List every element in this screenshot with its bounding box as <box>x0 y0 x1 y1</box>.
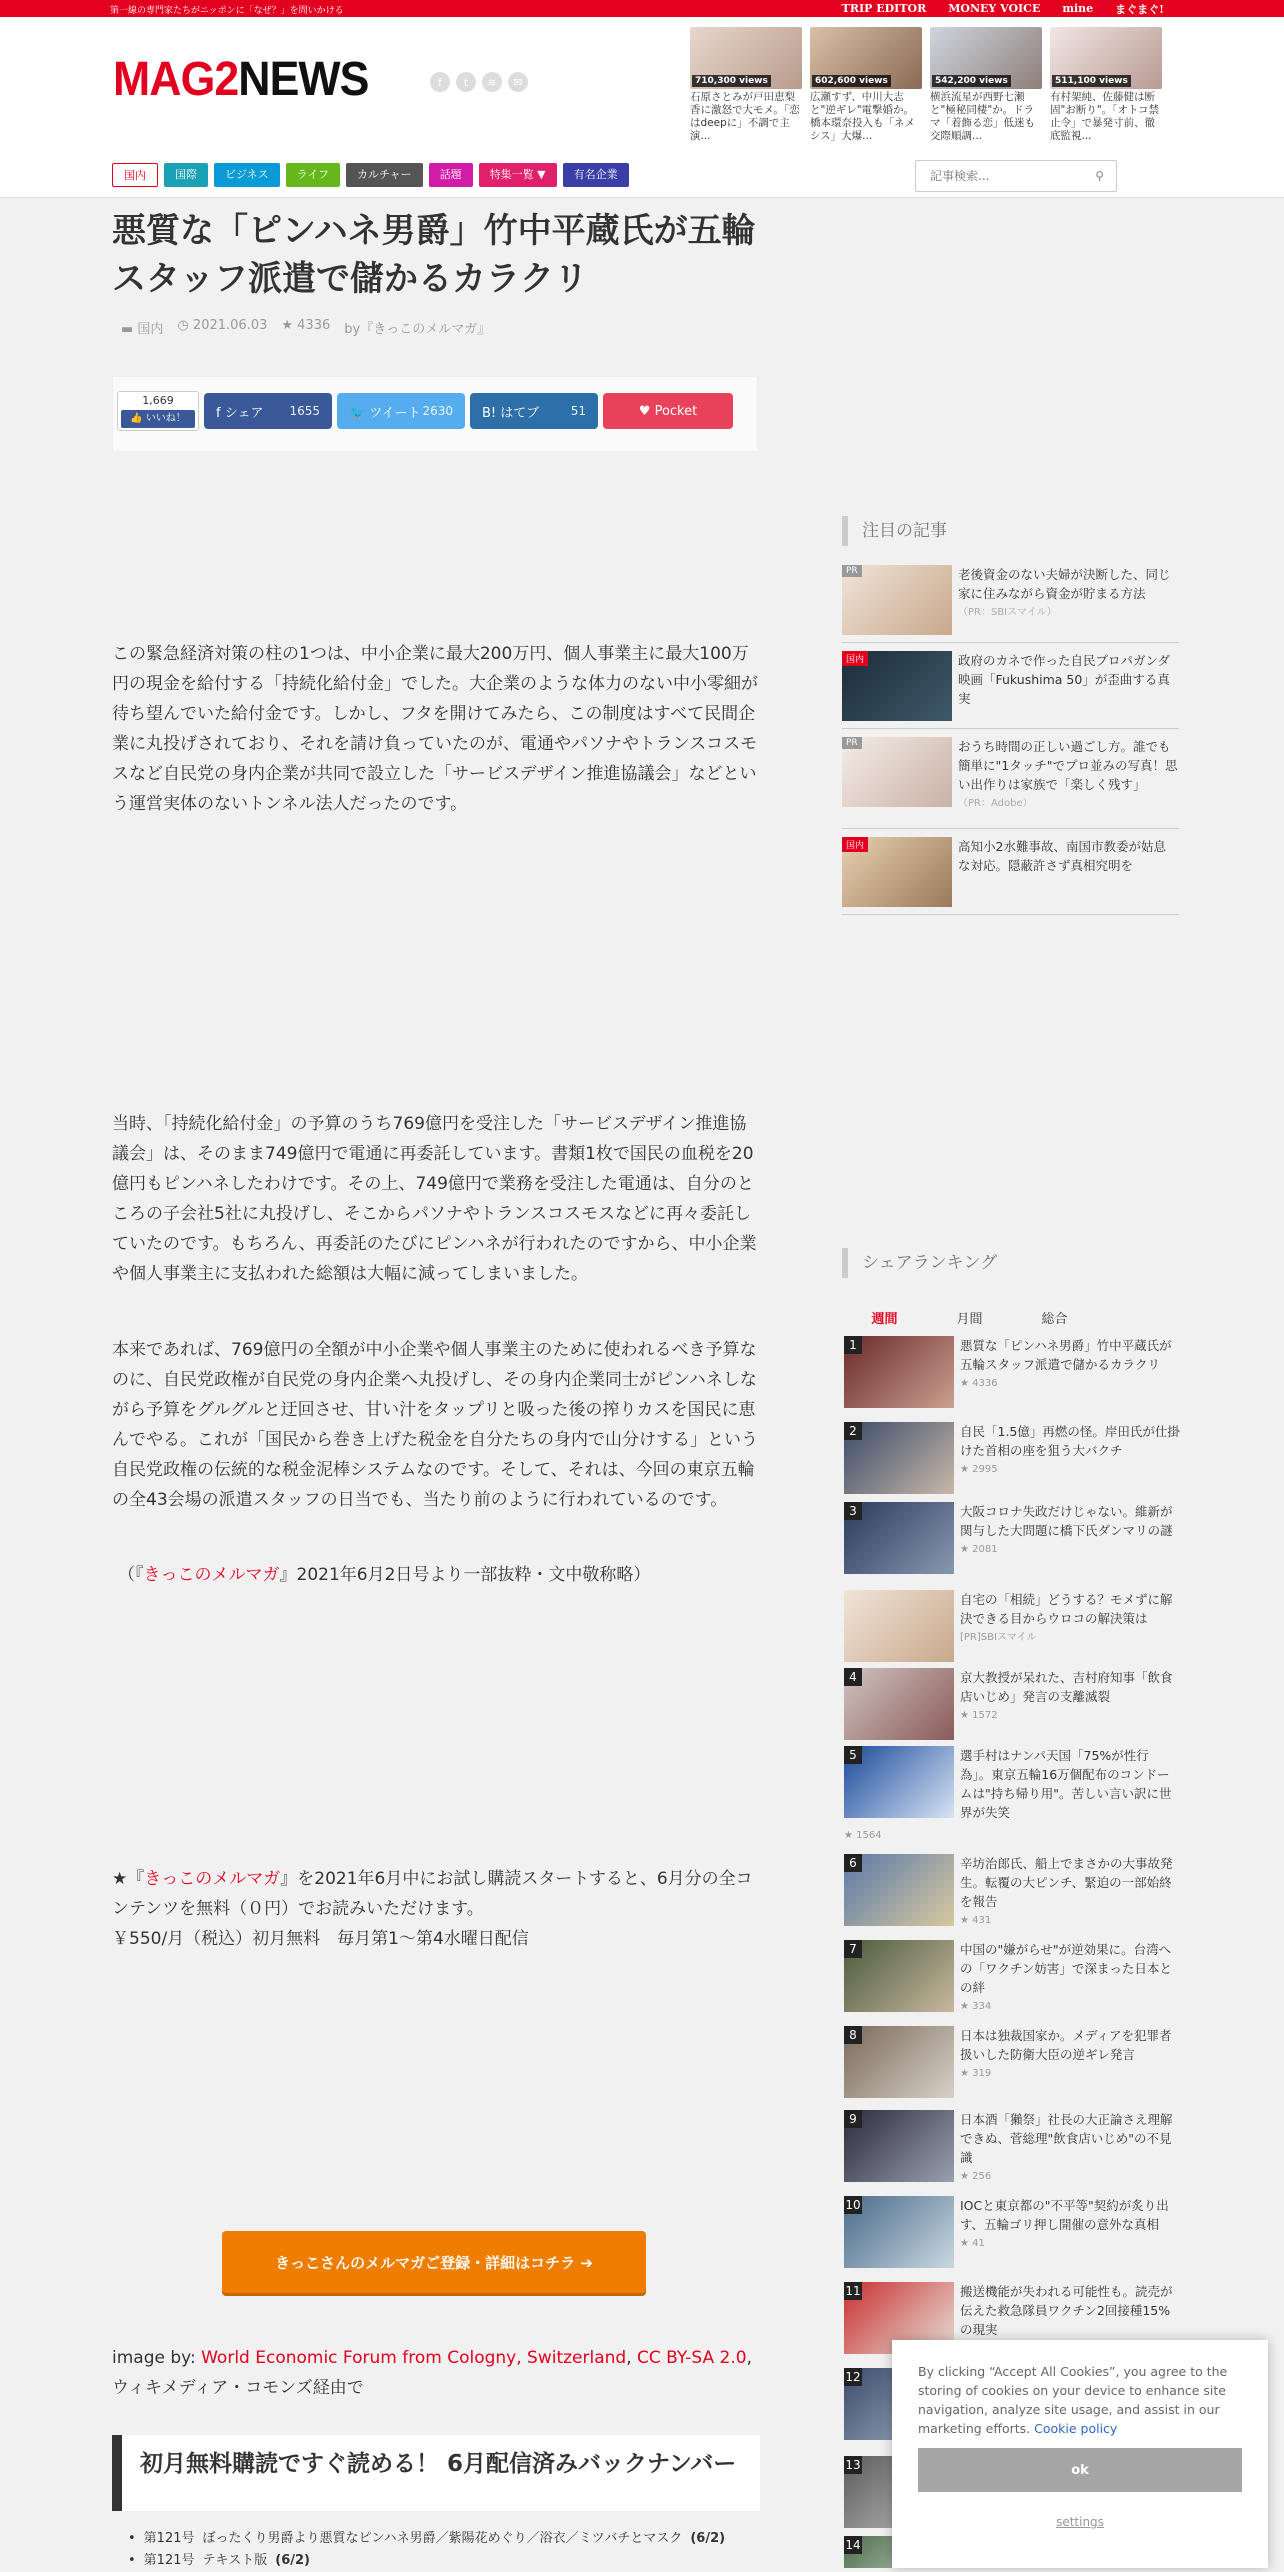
ranking-item[interactable]: 4 京大教授が呆れた、吉村府知事「飲食店いじめ」発言の支離滅裂 ★ 1572 <box>842 1668 1179 1753</box>
trending-strip <box>690 27 1162 142</box>
trending-thumbnail: 710,300 views <box>690 27 802 89</box>
ranking-item[interactable]: 1 悪質な「ピンハネ男爵」竹中平蔵氏が五輪スタッフ派遣で儲かるカラクリ ★ 4336 <box>842 1336 1179 1421</box>
article-paragraph: 本来であれば、769億円の全額が中小企業や個人事業主のために使われるべき予算なのに、自民党政権が自民党の身内企業へ丸投げし、その身内企業同士がピンハネしながら予算をグルグルと迂回させ、甘い汁をタップリと吸った後の搾りカスを国民に恵んでやる。これが「国民から巻き上げた税金を自分たちの身内で山分けする」という自民党政権の伝統的な税金泥棒システムなのです。そして、それは、今回の東京五輪の全43会場の派遣スタッフの日当でも、当たり前のように行われているのです。 <box>112 1340 758 1510</box>
like-button[interactable]: 👍 いいね！ <box>121 410 195 428</box>
mailmag-link[interactable]: きっこのメルマガ <box>144 1869 281 1889</box>
trending-item[interactable]: 710,300 views 石原さとみが戸田恵梨香に激怒で大モメ。「恋はdeepに」不調で主演... <box>690 27 802 131</box>
backnumber-heading: 初月無料購読ですぐ読める！ 6月配信済みバックナンバー <box>112 2435 760 2511</box>
tab-monthly[interactable]: 月間 <box>956 1312 983 1327</box>
nav-item-features[interactable]: 特集一覧 ▼ <box>479 163 557 187</box>
price-text: ￥550/月（税込）初月無料 毎月第1～第4水曜日配信 <box>112 1929 529 1949</box>
tweet-button[interactable]: 🐦 ツイート 2630 <box>337 393 465 429</box>
cookie-banner <box>892 2340 1268 2568</box>
ranking-tabs <box>842 1302 1179 1333</box>
nav-item-companies[interactable]: 有名企業 <box>563 163 629 187</box>
nav-item-culture[interactable]: カルチャー <box>346 163 423 187</box>
featured-item[interactable]: 国内 政府のカネで作った自民プロパガンダ映画「Fukushima 50」が歪曲する真実 <box>842 645 1179 729</box>
partner-link-moneyvoice[interactable]: MONEY VOICE <box>948 2 1041 15</box>
featured-item[interactable]: 国内 高知小2水難事故、南国市教委が姑息な対応。隠蔽許さず真相究明を <box>842 831 1179 915</box>
nav-item-life[interactable]: ライフ <box>286 163 340 187</box>
search-box <box>915 160 1117 192</box>
star-count: ★ 4336 <box>281 318 331 333</box>
trending-item[interactable]: 602,600 views 広瀬すず、中川大志と"逆ギレ"電撃婚か。橋本環奈投入も「ネメシス」大爆... <box>810 27 922 131</box>
tab-overall[interactable]: 総合 <box>1041 1312 1068 1327</box>
partner-links <box>842 0 1164 17</box>
nav-item-domestic[interactable]: 国内 <box>112 163 158 187</box>
mailmag-link[interactable]: きっこのメルマガ <box>143 1565 280 1585</box>
list-item[interactable]: • 第121号 テキスト版 (6/2) <box>128 2553 310 2568</box>
cookie-settings-link[interactable]: settings <box>1056 2515 1104 2529</box>
featured-heading: 注目の記事 <box>842 516 1179 546</box>
ranking-item[interactable]: 10 IOCと東京都の"不平等"契約が炙り出す、五輪ゴリ押し開催の意外な真相 ★ 41 <box>842 2196 1179 2281</box>
trending-item[interactable]: 511,100 views 有村架純、佐藤健は断固"お断り"。「オトコ禁止令」で暴発寸前、徹底監視... <box>1050 27 1162 131</box>
cookie-ok-button[interactable]: ok <box>918 2448 1242 2492</box>
rss-icon[interactable]: ≋ <box>482 72 502 92</box>
search-icon[interactable]: ⚲ <box>1095 169 1104 183</box>
trending-item[interactable]: 542,200 views 横浜流星が西野七瀬と"極秘同棲"か。ドラマ「着飾る恋」低迷も交際順調... <box>930 27 1042 131</box>
pocket-button[interactable]: ♥ Pocket <box>603 393 733 429</box>
ranking-thumbnail <box>844 1590 954 1662</box>
tab-weekly[interactable]: 週間 <box>871 1312 898 1327</box>
facebook-share-button[interactable]: f シェア 1655 <box>204 393 332 429</box>
top-bar <box>0 0 1284 17</box>
partner-link-tripeditor[interactable]: TRIP EDITOR <box>841 2 927 15</box>
ranking-item[interactable]: 12 <box>842 2368 1179 2453</box>
backnumber-list <box>128 2528 725 2572</box>
ranking-item[interactable]: 5 選手村はナンパ天国「75%が性行為」。東京五輪16万個配布のコンドームは"持ち帰り用"。苦しい言い訳に世界が失笑 ★ 1564 <box>844 1748 1172 1841</box>
ranking-item[interactable]: 6 辛坊治郎氏、船上でまさかの大事故発生。転覆の大ピンチ、緊迫の一部始終を報告 ★ 431 <box>842 1854 1179 1939</box>
trending-thumbnail: 602,600 views <box>810 27 922 89</box>
nav-item-business[interactable]: ビジネス <box>214 163 280 187</box>
article-meta <box>121 318 490 337</box>
trending-thumbnail: 542,200 views <box>930 27 1042 89</box>
article-title: 悪質な「ピンハネ男爵」竹中平蔵氏が五輪スタッフ派遣で儲かるカラクリ <box>112 211 756 299</box>
partner-link-mine[interactable]: mine <box>1062 2 1094 15</box>
list-item[interactable]: • 第121号 ぼったくり男爵より悪質なピンハネ男爵／紫陽花めぐり／浴衣／ミツバチとマスク (6/2) <box>128 2531 726 2546</box>
date-label: ◷ 2021.06.03 <box>177 318 268 333</box>
ranking-item[interactable]: 8 日本は独裁国家か。メディアを犯罪者扱いした防衛大臣の逆ギレ発言 ★ 319 <box>842 2026 1179 2111</box>
featured-item[interactable]: PR 老後資金のない夫婦が決断した、同じ家に住みながら資金が貯まる方法 （PR：SBIスマイル） <box>842 559 1179 643</box>
cookie-text: By clicking “Accept All Cookies”, you agree to the storing of cookies on your device to enhance site navigation, analyze site usage, and assist in our marketing efforts. Cookie policy <box>918 2364 1228 2436</box>
ranking-item[interactable]: 3 大阪コロナ失政だけじゃない。維新が関与した大問題に橋下氏ダンマリの謎 ★ 2081 <box>842 1502 1179 1587</box>
license-link[interactable]: CC BY-SA 2.0 <box>637 2348 747 2368</box>
partner-link-mag2[interactable]: まぐまぐ! <box>1115 2 1164 16</box>
article-source: （『きっこのメルマガ』2021年6月2日号より一部抜粋・文中敬称略） <box>118 1565 651 1585</box>
credit-author-link[interactable]: World Economic Forum from Cologny, Switzerland <box>201 2348 627 2368</box>
article-paragraph: この緊急経済対策の柱の1つは、中小企業に最大200万円、個人事業主に最大100万円の現金を給付する「持続化給付金」でした。大企業のような体力のない中小零細が待ち望んでいた給付金です。しかし、フタを開けてみたら、この制度はすべて民間企業に丸投げされており、それを請け負っていたのが、電通やパソナやトランスコスモスなど自民党の身内企業が共同で設立した「サービスデザイン推進協議会」などという運営実体のないトンネル法人だったのです。 <box>112 644 758 814</box>
twitter-icon[interactable]: t <box>456 72 476 92</box>
ranking-item[interactable]: 自宅の「相続」どうする？モメずに解決できる目からウロコの解決策は [PR]SBIスマイル <box>842 1590 1179 1675</box>
search-input[interactable] <box>916 161 1081 191</box>
tagline: 第一線の専門家たちがニッポンに「なぜ？」を問いかける <box>110 6 344 16</box>
category-nav <box>112 163 629 187</box>
nav-item-international[interactable]: 国際 <box>164 163 208 187</box>
ranking-item[interactable]: 13 <box>842 2456 1179 2541</box>
site-logo[interactable]: MAG2NEWS <box>113 53 369 106</box>
facebook-like[interactable] <box>117 391 199 431</box>
ranking-item[interactable]: 9 日本酒「獺祭」社長の大正論さえ理解できぬ、菅総理"飲食店いじめ"の不見識 ★ 256 <box>842 2110 1179 2195</box>
nav-item-topics[interactable]: 話題 <box>429 163 473 187</box>
image-credit: image by: World Economic Forum from Cologny, Switzerland, CC BY-SA 2.0, ウィキメディア・コモンズ経由で <box>112 2348 752 2398</box>
ranking-item[interactable]: 11 搬送機能が失われる可能性も。読売が伝えた救急隊員ワクチン2回接種15%の現実 <box>842 2282 1179 2367</box>
promo-text: ★『きっこのメルマガ』を2021年6月中にお試し購読スタートすると、6月分の全コンテンツを無料（０円）でお読みいただけます。 <box>112 1869 753 1919</box>
category-label[interactable]: ▬ 国内 <box>121 322 164 337</box>
cookie-policy-link[interactable]: Cookie policy <box>1034 2421 1118 2436</box>
facebook-icon[interactable]: f <box>430 72 450 92</box>
ranking-item[interactable]: 2 自民「1.5億」再燃の怪。岸田氏が仕掛けた首相の座を狙う大バクチ ★ 2995 <box>842 1422 1179 1507</box>
hatena-button[interactable]: B! はてブ 51 <box>470 393 598 429</box>
article-paragraph: 当時、「持続化給付金」の予算のうち769億円を受注した「サービスデザイン推進協議会」は、そのまま749億円で電通に再委託しています。書類1枚で国民の血税を20億円もピンハネしたわけです。その上、749億円で業務を受注した電通は、自分のところの子会社5社に丸投げし、そこからパソナやトランスコスモスなどに再々委託していたのです。もちろん、再委託のたびにピンハネが行われたのですから、中小企業や個人事業主に支払われた総額は大幅に減ってしまいました。 <box>112 1114 757 1284</box>
ranking-heading: シェアランキング <box>842 1248 1179 1278</box>
like-count: 1,669 <box>142 394 174 407</box>
ranking-item[interactable]: 7 中国の"嫌がらせ"が逆効果に。台湾への「ワクチン妨害」で深まった日本との絆 ★ 334 <box>842 1940 1179 2025</box>
trending-thumbnail: 511,100 views <box>1050 27 1162 89</box>
subscribe-button[interactable]: きっこさんのメルマガご登録・詳細はコチラ ➔ <box>222 2231 646 2293</box>
byline: by『きっこのメルマガ』 <box>344 322 491 337</box>
featured-item[interactable]: PR おうち時間の正しい過ごし方。誰でも簡単に"1タッチ"でプロ並みの写真！思い出作りは家族で「楽しく残す」 （PR：Adobe） <box>842 731 1179 829</box>
ranking-item[interactable]: 14 <box>842 2536 1179 2568</box>
mail-icon[interactable]: ✉ <box>508 72 528 92</box>
social-follow <box>430 72 528 92</box>
